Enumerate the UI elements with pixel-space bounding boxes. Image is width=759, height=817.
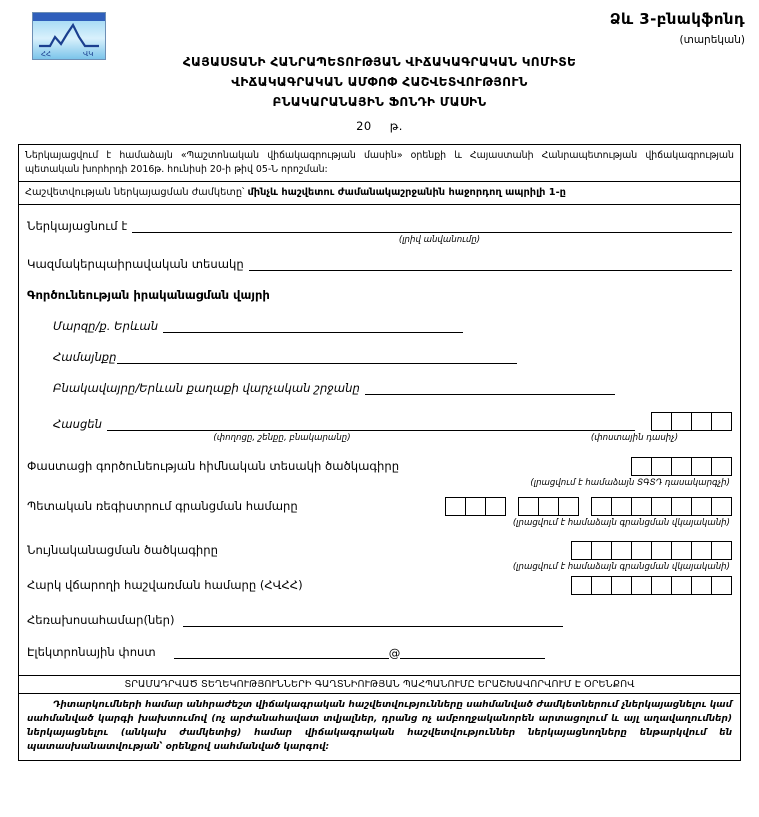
- deadline-prefix: Հաշվետվության ներկայացման ժամկետը՝: [25, 187, 248, 198]
- postal-cell[interactable]: [691, 412, 712, 431]
- activity-code-label: Փաստացի գործունեության հիմնական տեսակի ծածկագիրը: [27, 459, 400, 473]
- phone-label: Հեռախոսահամար(ներ): [27, 612, 175, 627]
- svg-text:ՎԿ: ՎԿ: [83, 50, 94, 58]
- legal-form-input[interactable]: [249, 258, 732, 271]
- taxpayer-cell[interactable]: [631, 576, 652, 595]
- taxpayer-label: Հարկ վճարողի հաշվառման համարը (ՀՎՀՀ): [27, 578, 303, 592]
- state-reg-label: Պետական ռեգիստրում գրանցման համարը: [27, 499, 298, 513]
- identification-cell[interactable]: [571, 541, 592, 560]
- identification-cell[interactable]: [651, 541, 672, 560]
- taxpayer-cell[interactable]: [711, 576, 732, 595]
- identification-label: Նույնականացման ծածկագիրը: [27, 543, 218, 557]
- postal-cell[interactable]: [651, 412, 672, 431]
- address-captions-row: [27, 433, 732, 444]
- address-input[interactable]: [107, 418, 635, 431]
- state-reg-cell[interactable]: [518, 497, 539, 516]
- activity-code-caption: (լրացվում է համաձայն ՏԳՏԴ դասակարգչի): [530, 477, 730, 488]
- state-reg-cell[interactable]: [691, 497, 712, 516]
- page-title: [0, 52, 759, 133]
- address-caption: (փողոցը, շենքը, բնակարանը): [213, 432, 351, 443]
- field-settlement: [27, 381, 732, 395]
- state-reg-cell[interactable]: [671, 497, 692, 516]
- state-reg-cell[interactable]: [711, 497, 732, 516]
- field-state-registration: [27, 497, 732, 516]
- email-domain-input[interactable]: [400, 646, 545, 659]
- address-label: Հասցեն: [53, 416, 102, 431]
- activity-code-cell[interactable]: [631, 457, 652, 476]
- identification-caption: (լրացվում է համաձայն գրանցման վկայականի): [512, 561, 730, 572]
- state-reg-caption: (լրացվում է համաձայն գրանցման վկայականի): [512, 517, 730, 528]
- field-region: [27, 319, 732, 333]
- state-reg-group-2[interactable]: [518, 497, 579, 516]
- state-reg-cell[interactable]: [558, 497, 579, 516]
- activity-code-cell[interactable]: [671, 457, 692, 476]
- email-local-input[interactable]: [174, 646, 389, 659]
- identification-cell[interactable]: [591, 541, 612, 560]
- state-reg-cell[interactable]: [445, 497, 466, 516]
- field-email: [27, 645, 732, 659]
- field-activity-code: [27, 457, 732, 476]
- form-code-periodicity: (տարեկան): [679, 34, 745, 46]
- taxpayer-cell[interactable]: [611, 576, 632, 595]
- deadline-value: մինչև հաշվետու ժամանակաշրջանին հաջորդող ապրիլի 1-ը: [247, 187, 566, 198]
- identification-boxes[interactable]: [571, 541, 732, 560]
- year-prefix: 20: [356, 119, 372, 133]
- settlement-label: Բնակավայրը/Երևան քաղաքի վարչական շրջանը: [53, 380, 360, 395]
- form-fields-area: [19, 205, 740, 675]
- activity-code-cell[interactable]: [651, 457, 672, 476]
- taxpayer-cell[interactable]: [671, 576, 692, 595]
- activity-code-cell[interactable]: [691, 457, 712, 476]
- community-input[interactable]: [117, 351, 517, 364]
- identification-cell[interactable]: [711, 541, 732, 560]
- form-code: Ձև 3-բնակֆոնդ: [609, 10, 745, 28]
- taxpayer-boxes[interactable]: [571, 576, 732, 595]
- confidentiality-notice: ՏՐԱՄԱԴՐՎԱԾ ՏԵՂԵԿՈՒԹՅՈՒՆՆԵՐԻ ԳԱՂՏՆԻՈՒԹՅԱՆ ՊԱՀՊԱՆՈՒՄԸ ԵՐԱՇԽԱՎՈՐՎՈՒՄ Է ՕՐԵՆՔՈՎ: [19, 675, 740, 694]
- email-at-symbol: @: [388, 645, 401, 660]
- taxpayer-cell[interactable]: [591, 576, 612, 595]
- state-reg-cell[interactable]: [485, 497, 506, 516]
- identification-cell[interactable]: [671, 541, 692, 560]
- title-line-2: ՎԻՃԱԿԱԳՐԱԿԱՆ ԱՄՓՈՓ ՀԱՇՎԵՏՎՈՒԹՅՈՒՆ: [231, 75, 528, 89]
- field-phone: [27, 613, 732, 627]
- identification-cell[interactable]: [691, 541, 712, 560]
- year-line: [0, 119, 759, 133]
- legal-form-label: Կազմակերպաիրավական տեսակը: [27, 256, 244, 271]
- submitted-by-input[interactable]: [132, 220, 732, 233]
- postal-caption: (փոստային դասիչ): [590, 432, 679, 443]
- year-suffix: թ.: [389, 119, 403, 133]
- postal-cell[interactable]: [671, 412, 692, 431]
- state-reg-group-3[interactable]: [591, 497, 732, 516]
- postal-cell[interactable]: [711, 412, 732, 431]
- field-submitted-by: [27, 219, 732, 233]
- legal-basis-text: Ներկայացվում է համաձայն «Պաշտոնական վիճակագրության մասին» օրենքի և Հայաստանի Հանրապետության վիճակագրության պետական խորհրդի 2016թ. հունիսի 20-ի թիվ 05-Ն որոշման:: [19, 145, 740, 182]
- field-taxpayer-number: [27, 576, 732, 595]
- state-reg-cell[interactable]: [538, 497, 559, 516]
- state-reg-cell[interactable]: [465, 497, 486, 516]
- activity-location-heading: [27, 288, 732, 302]
- settlement-input[interactable]: [365, 382, 615, 395]
- activity-code-cell[interactable]: [711, 457, 732, 476]
- field-address: [27, 412, 732, 431]
- state-reg-cell[interactable]: [611, 497, 632, 516]
- taxpayer-cell[interactable]: [651, 576, 672, 595]
- submitted-by-label: Ներկայացնում է: [27, 218, 128, 233]
- state-reg-group-1[interactable]: [445, 497, 506, 516]
- phone-input[interactable]: [183, 614, 563, 627]
- identification-cell[interactable]: [611, 541, 632, 560]
- state-reg-boxes[interactable]: [445, 497, 732, 516]
- region-label: Մարզը/ք. Երևան: [53, 318, 159, 333]
- email-label: Էլեկտրոնային փոստ: [27, 644, 156, 659]
- state-reg-cell[interactable]: [651, 497, 672, 516]
- form-body-box: [18, 144, 741, 761]
- field-identification-code: [27, 541, 732, 560]
- activity-location-heading-label: Գործունեության իրականացման վայրի: [27, 287, 270, 302]
- title-line-1: ՀԱՅԱՍՏԱՆԻ ՀԱՆՐԱՊԵՏՈՒԹՅԱՆ ՎԻՃԱԿԱԳՐԱԿԱՆ ԿՈՄԻՏԵ: [182, 55, 577, 69]
- field-legal-form: [27, 257, 732, 271]
- postal-code-boxes[interactable]: [651, 412, 732, 431]
- activity-code-boxes[interactable]: [631, 457, 732, 476]
- state-reg-cell[interactable]: [591, 497, 612, 516]
- taxpayer-cell[interactable]: [571, 576, 592, 595]
- svg-text:ՀՀ: ՀՀ: [41, 50, 52, 58]
- identification-cell[interactable]: [631, 541, 652, 560]
- submitted-by-caption: (լրիվ անվանումը): [398, 234, 481, 245]
- region-input[interactable]: [163, 320, 463, 333]
- field-community: [27, 350, 732, 364]
- community-label: Համայնքը: [53, 349, 117, 364]
- deadline-row: [19, 182, 740, 205]
- penalty-footnote: Դիտարկումների համար անհրաժեշտ վիճակագրական հաշվետվությունները սահմանված ժամկետներում չներկայացնելու կամ սահմանված կարգի խախտումով (ոչ արժանահավատ տվյալներ, դրանց ոչ ամբողջականորեն արտացոլում և այլ աղավաղումներ) ներկայացնելու (անկախ ժամկետից) համար վիճակագրական հաշվետվություններ ներկայացնողները ենթարկվում են պատասխանատվության՝ օրենքով սահմանված կարգով:: [27, 699, 732, 752]
- taxpayer-cell[interactable]: [691, 576, 712, 595]
- state-reg-cell[interactable]: [631, 497, 652, 516]
- form-header: [0, 0, 759, 140]
- title-line-3: ԲՆԱԿԱՐԱՆԱՅԻՆ ՖՈՆԴԻ ՄԱՍԻՆ: [272, 95, 487, 109]
